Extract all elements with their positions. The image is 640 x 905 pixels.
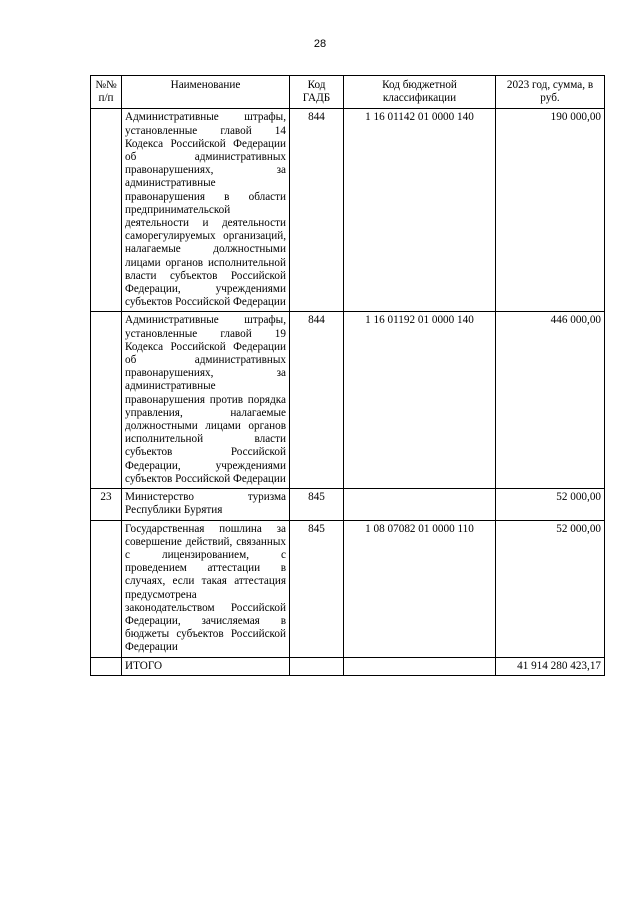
row-gadb: 844 xyxy=(290,312,344,489)
row-kbk: 1 16 01192 01 0000 140 xyxy=(344,312,496,489)
row-number: 23 xyxy=(91,489,122,520)
row-gadb xyxy=(290,657,344,675)
row-gadb: 844 xyxy=(290,109,344,312)
table-total-row xyxy=(91,657,605,675)
row-number xyxy=(91,109,122,312)
row-name: Министерство туризма Республики Бурятия xyxy=(122,489,290,520)
row-gadb: 845 xyxy=(290,520,344,657)
row-kbk: 1 08 07082 01 0000 110 xyxy=(344,520,496,657)
row-sum: 446 000,00 xyxy=(496,312,605,489)
row-sum: 41 914 280 423,17 xyxy=(496,657,605,675)
header-number: №№ п/п xyxy=(91,76,122,109)
table-row xyxy=(91,489,605,520)
row-name: Государственная пошлина за совершение действий, связанных с лицензированием, с проведением аттестации в случаях, если такая аттестация предусмотрена законодательством Российской Федерации, зачисляемая в бюджеты субъектов Российской Федерации xyxy=(122,520,290,657)
header-name: Наименование xyxy=(122,76,290,109)
row-sum: 190 000,00 xyxy=(496,109,605,312)
row-kbk xyxy=(344,489,496,520)
row-name: Административные штрафы, установленные главой 19 Кодекса Российской Федерации об административных правонарушениях, за административные правонарушения против порядка управления, налагаемые должностными лицами органов исполнительной власти субъектов Российской Федерации, учреждениями субъектов Российской Федерации xyxy=(122,312,290,489)
table-row xyxy=(91,109,605,312)
row-sum: 52 000,00 xyxy=(496,520,605,657)
row-kbk xyxy=(344,657,496,675)
row-number xyxy=(91,520,122,657)
row-sum: 52 000,00 xyxy=(496,489,605,520)
row-number xyxy=(91,312,122,489)
row-name: Административные штрафы, установленные главой 14 Кодекса Российской Федерации об административных правонарушениях, за административные правонарушения в области предпринимательской деятельности и деятельности саморегулируемых организаций, налагаемые должностными лицами органов исполнительной власти субъектов Российской Федерации, учреждениями субъектов Российской Федерации xyxy=(122,109,290,312)
header-kbk: Код бюджетной классификации xyxy=(344,76,496,109)
page-number: 28 xyxy=(313,38,327,50)
header-sum: 2023 год, сумма, в руб. xyxy=(496,76,605,109)
row-gadb: 845 xyxy=(290,489,344,520)
row-name: ИТОГО xyxy=(122,657,290,675)
row-number xyxy=(91,657,122,675)
row-kbk: 1 16 01142 01 0000 140 xyxy=(344,109,496,312)
budget-table xyxy=(90,75,605,676)
table-row xyxy=(91,520,605,657)
table-header-row xyxy=(91,76,605,109)
table-row xyxy=(91,312,605,489)
header-gadb: Код ГАДБ xyxy=(290,76,344,109)
